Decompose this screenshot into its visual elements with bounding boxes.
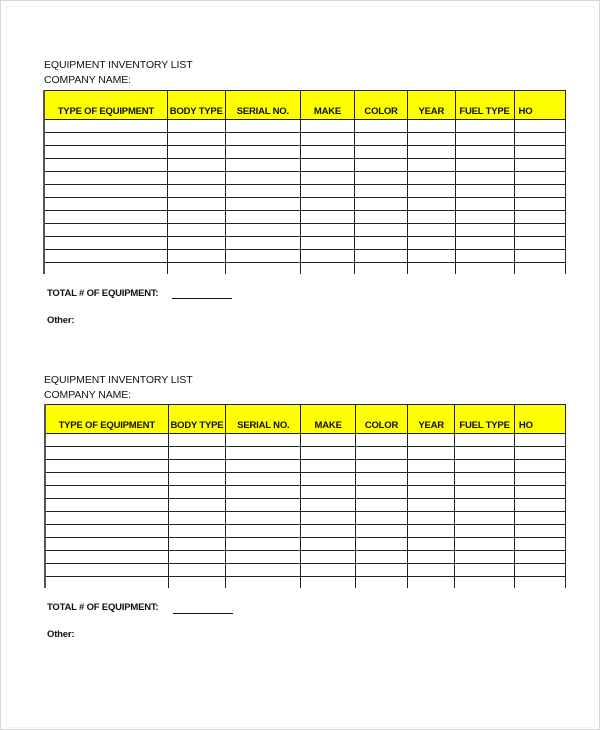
table-row [44,224,566,237]
table-cell[interactable] [455,499,515,512]
table-cell[interactable] [45,551,168,564]
table-cell[interactable] [455,564,515,577]
table-cell[interactable] [45,538,168,551]
table-cell[interactable] [455,120,514,133]
table-cell[interactable] [167,185,225,198]
table-cell[interactable] [300,120,354,133]
table-cell[interactable] [167,146,225,159]
table-cell[interactable] [355,577,407,589]
table-cell[interactable] [225,133,300,146]
table-cell[interactable] [300,146,354,159]
table-header-row [44,91,566,120]
table-row [45,512,566,525]
table-cell[interactable] [455,473,515,486]
table-cell[interactable] [355,237,408,250]
table-cell[interactable] [408,237,455,250]
table-cell[interactable] [168,512,226,525]
table-cell[interactable] [226,473,301,486]
other-label: Other: [47,629,75,640]
table-cell[interactable] [167,120,225,133]
table-cell[interactable] [168,564,226,577]
table-cell[interactable] [168,460,226,473]
table-cell[interactable] [455,577,515,589]
table-cell[interactable] [225,237,300,250]
table-cell[interactable] [514,447,565,460]
table-cell[interactable] [225,211,300,224]
table-cell[interactable] [44,224,167,237]
table-cell[interactable] [226,577,301,589]
table-cell[interactable] [300,211,354,224]
table-cell[interactable] [168,473,226,486]
table-cell[interactable] [44,263,167,275]
table-cell[interactable] [226,512,301,525]
table-cell[interactable] [355,133,408,146]
table-cell[interactable] [300,159,354,172]
table-cell[interactable] [45,577,168,589]
table-cell[interactable] [455,146,514,159]
table-cell[interactable] [44,172,167,185]
table-cell[interactable] [455,434,515,447]
table-body [45,434,566,589]
table-cell[interactable] [514,159,565,172]
table-cell[interactable] [225,120,300,133]
total-equipment-field[interactable] [173,613,233,614]
table-cell[interactable] [300,198,354,211]
table-row [45,434,566,447]
table-cell[interactable] [355,198,408,211]
table-cell[interactable] [455,460,515,473]
table-row [45,499,566,512]
table-cell[interactable] [45,447,168,460]
table-cell[interactable] [225,146,300,159]
table-cell[interactable] [301,525,356,538]
table-cell[interactable] [355,473,407,486]
table-cell[interactable] [225,172,300,185]
table-cell[interactable] [455,512,515,525]
table-cell[interactable] [455,447,515,460]
table-cell[interactable] [300,133,354,146]
table-cell[interactable] [301,460,356,473]
table-cell[interactable] [355,434,407,447]
table-cell[interactable] [300,250,354,263]
table-cell[interactable] [355,525,407,538]
table-cell[interactable] [355,538,407,551]
table-cell[interactable] [301,512,356,525]
table-cell[interactable] [514,512,565,525]
table-header-row [45,405,566,434]
table-cell[interactable] [514,473,565,486]
table-cell[interactable] [408,577,455,589]
table-cell[interactable] [44,146,167,159]
table-cell[interactable] [514,198,565,211]
column-header-fuel-type: FUEL TYPE [455,405,515,434]
table-cell[interactable] [168,551,226,564]
table-cell[interactable] [514,460,565,473]
table-cell[interactable] [355,486,407,499]
table-cell[interactable] [44,120,167,133]
inventory-table-container [44,404,566,588]
table-cell[interactable] [408,185,455,198]
table-cell[interactable] [514,538,565,551]
column-header-serial-no: SERIAL NO. [225,91,300,120]
table-cell[interactable] [514,250,565,263]
table-cell[interactable] [455,263,514,275]
table-cell[interactable] [455,211,514,224]
table-cell[interactable] [226,499,301,512]
table-cell[interactable] [167,133,225,146]
table-cell[interactable] [45,486,168,499]
table-cell[interactable] [455,185,514,198]
table-cell[interactable] [514,263,565,275]
table-row [44,146,566,159]
table-cell[interactable] [167,224,225,237]
table-cell[interactable] [408,434,455,447]
table-cell[interactable] [301,564,356,577]
table-cell[interactable] [44,237,167,250]
table-cell[interactable] [514,224,565,237]
table-cell[interactable] [408,551,455,564]
table-cell[interactable] [455,133,514,146]
column-header-type-of-equipment: TYPE OF EQUIPMENT [45,405,168,434]
company-name-label: COMPANY NAME: [44,389,131,401]
table-cell[interactable] [45,473,168,486]
table-cell[interactable] [168,525,226,538]
table-row [44,159,566,172]
table-cell[interactable] [168,434,226,447]
table-cell[interactable] [455,538,515,551]
table-cell[interactable] [355,146,408,159]
table-cell[interactable] [455,224,514,237]
column-header-color: COLOR [355,91,408,120]
table-row [44,237,566,250]
column-header-color: COLOR [355,405,407,434]
column-header-year: YEAR [408,91,455,120]
table-cell[interactable] [45,525,168,538]
table-cell[interactable] [168,538,226,551]
table-cell[interactable] [167,237,225,250]
table-cell[interactable] [514,211,565,224]
table-cell[interactable] [225,185,300,198]
table-cell[interactable] [514,577,565,589]
table-cell[interactable] [167,263,225,275]
table-cell[interactable] [45,460,168,473]
table-cell[interactable] [408,564,455,577]
table-cell[interactable] [167,198,225,211]
table-cell[interactable] [455,551,515,564]
table-cell[interactable] [226,460,301,473]
column-header-make: MAKE [301,405,356,434]
column-header-truncated: HO [514,405,565,434]
table-cell[interactable] [45,564,168,577]
table-cell[interactable] [226,447,301,460]
table-cell[interactable] [514,185,565,198]
table-cell[interactable] [455,172,514,185]
table-cell[interactable] [300,185,354,198]
table-cell[interactable] [408,499,455,512]
table-cell[interactable] [408,473,455,486]
table-cell[interactable] [226,434,301,447]
table-cell[interactable] [408,525,455,538]
table-cell[interactable] [226,538,301,551]
table-row [44,211,566,224]
section-title: EQUIPMENT INVENTORY LIST [44,59,193,71]
column-header-serial-no: SERIAL NO. [226,405,301,434]
table-cell[interactable] [408,512,455,525]
table-row [45,551,566,564]
table-cell[interactable] [44,250,167,263]
table-row [44,198,566,211]
table-cell[interactable] [355,551,407,564]
table-cell[interactable] [167,211,225,224]
table-cell[interactable] [225,159,300,172]
table-cell[interactable] [514,551,565,564]
inventory-table [44,404,566,588]
table-cell[interactable] [300,237,354,250]
column-header-make: MAKE [300,91,354,120]
table-cell[interactable] [226,564,301,577]
table-row [45,577,566,589]
table-cell[interactable] [301,473,356,486]
column-header-body-type: BODY TYPE [167,91,225,120]
table-cell[interactable] [45,499,168,512]
table-cell[interactable] [408,146,455,159]
table-cell[interactable] [408,263,455,275]
table-cell[interactable] [455,237,514,250]
table-cell[interactable] [167,250,225,263]
table-cell[interactable] [301,499,356,512]
table-cell[interactable] [225,224,300,237]
table-cell[interactable] [514,499,565,512]
table-cell[interactable] [455,159,514,172]
table-cell[interactable] [355,211,408,224]
table-row [44,263,566,275]
table-cell[interactable] [408,224,455,237]
table-cell[interactable] [168,447,226,460]
table-cell[interactable] [408,211,455,224]
table-row [45,538,566,551]
table-cell[interactable] [408,447,455,460]
inventory-table-container [43,90,566,274]
section-title: EQUIPMENT INVENTORY LIST [44,374,193,386]
table-cell[interactable] [301,551,356,564]
table-row [45,473,566,486]
table-cell[interactable] [355,250,408,263]
table-cell[interactable] [408,133,455,146]
table-cell[interactable] [408,486,455,499]
column-header-truncated: HO [514,91,565,120]
table-body [44,120,566,275]
table-cell[interactable] [301,577,356,589]
table-cell[interactable] [408,250,455,263]
table-row [44,185,566,198]
table-cell[interactable] [44,133,167,146]
table-cell[interactable] [168,499,226,512]
table-cell[interactable] [226,486,301,499]
table-cell[interactable] [514,133,565,146]
table-row [44,120,566,133]
table-cell[interactable] [226,525,301,538]
table-row [44,133,566,146]
column-header-body-type: BODY TYPE [168,405,226,434]
table-cell[interactable] [167,159,225,172]
table-cell[interactable] [355,172,408,185]
table-cell[interactable] [408,460,455,473]
table-cell[interactable] [514,434,565,447]
table-cell[interactable] [514,120,565,133]
table-cell[interactable] [514,237,565,250]
table-cell[interactable] [44,211,167,224]
table-cell[interactable] [455,525,515,538]
company-name-label: COMPANY NAME: [44,74,131,86]
table-cell[interactable] [355,447,407,460]
table-cell[interactable] [514,146,565,159]
table-cell[interactable] [300,172,354,185]
table-row [44,172,566,185]
table-cell[interactable] [355,460,407,473]
column-header-type-of-equipment: TYPE OF EQUIPMENT [44,91,167,120]
total-equipment-label: TOTAL # OF EQUIPMENT: [47,288,159,299]
table-cell[interactable] [455,198,514,211]
table-cell[interactable] [514,525,565,538]
table-cell[interactable] [300,224,354,237]
table-cell[interactable] [301,434,356,447]
table-row [45,447,566,460]
total-equipment-label: TOTAL # OF EQUIPMENT: [47,602,159,613]
table-cell[interactable] [355,224,408,237]
other-label: Other: [47,315,75,326]
table-cell[interactable] [355,564,407,577]
table-cell[interactable] [225,198,300,211]
table-cell[interactable] [408,198,455,211]
table-cell[interactable] [301,486,356,499]
table-cell[interactable] [514,486,565,499]
column-header-year: YEAR [408,405,455,434]
table-cell[interactable] [514,564,565,577]
table-cell[interactable] [226,551,301,564]
table-cell[interactable] [301,447,356,460]
table-cell[interactable] [408,538,455,551]
table-cell[interactable] [44,159,167,172]
table-row [45,564,566,577]
table-cell[interactable] [225,250,300,263]
table-cell[interactable] [355,499,407,512]
table-cell[interactable] [455,486,515,499]
table-cell[interactable] [514,172,565,185]
table-cell[interactable] [168,486,226,499]
table-cell[interactable] [355,512,407,525]
table-cell[interactable] [355,263,408,275]
table-cell[interactable] [225,263,300,275]
table-cell[interactable] [301,538,356,551]
table-row [45,460,566,473]
table-cell[interactable] [355,120,408,133]
table-cell[interactable] [455,250,514,263]
table-cell[interactable] [168,577,226,589]
table-cell[interactable] [45,434,168,447]
total-equipment-field[interactable] [172,298,232,299]
inventory-table [43,90,566,274]
table-cell[interactable] [408,120,455,133]
table-cell[interactable] [300,263,354,275]
table-cell[interactable] [355,185,408,198]
table-row [44,250,566,263]
table-cell[interactable] [167,172,225,185]
table-cell[interactable] [408,172,455,185]
table-row [45,486,566,499]
table-cell[interactable] [44,198,167,211]
table-cell[interactable] [408,159,455,172]
table-cell[interactable] [45,512,168,525]
table-cell[interactable] [44,185,167,198]
column-header-fuel-type: FUEL TYPE [455,91,514,120]
table-cell[interactable] [355,159,408,172]
table-row [45,525,566,538]
